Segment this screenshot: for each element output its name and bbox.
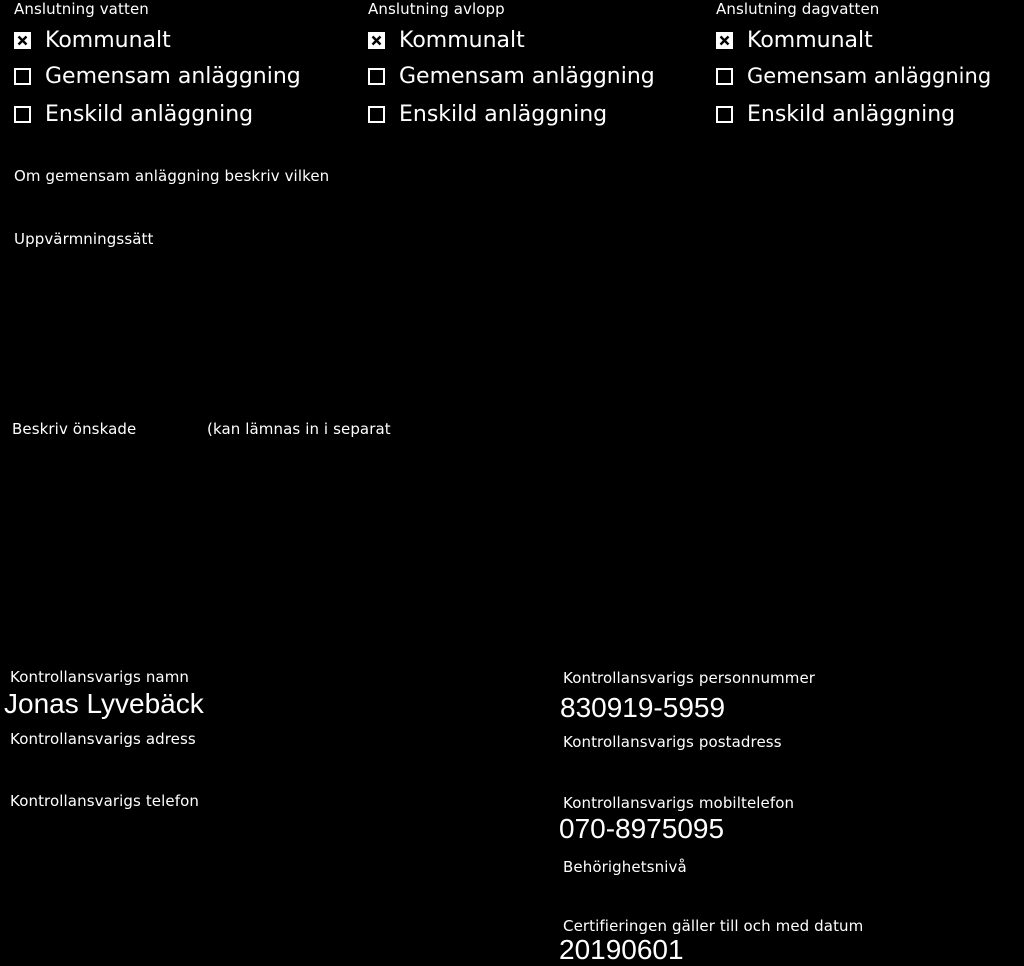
option-label: Enskild anläggning: [45, 102, 254, 127]
checkbox-checked-icon[interactable]: [716, 32, 733, 49]
inspector-pnr-value: 830919-5959: [560, 692, 726, 723]
connection-stormwater-title: Anslutning dagvatten: [716, 0, 880, 18]
option-label: Kommunalt: [399, 28, 525, 53]
describe-label: Beskriv önskade: [12, 420, 137, 438]
inspector-postal-label: Kontrollansvarigs postadress: [563, 733, 782, 751]
checkbox-empty-icon[interactable]: [716, 106, 733, 123]
stormwater-gemensam-option[interactable]: [716, 64, 991, 88]
stormwater-kommunalt-option[interactable]: [716, 28, 873, 53]
inspector-pnr-label: Kontrollansvarigs personnummer: [563, 669, 816, 687]
inspector-mobile-label: Kontrollansvarigs mobiltelefon: [563, 794, 795, 812]
certification-date-value: 20190601: [559, 934, 684, 965]
inspector-name-value: Jonas Lyvebäck: [4, 688, 204, 719]
checkbox-empty-icon[interactable]: [368, 106, 385, 123]
checkbox-checked-icon[interactable]: [368, 32, 385, 49]
inspector-name-label: Kontrollansvarigs namn: [10, 668, 190, 686]
option-label: Kommunalt: [45, 28, 171, 53]
water-enskild-option[interactable]: [14, 102, 253, 127]
sewage-enskild-option[interactable]: [368, 102, 607, 127]
inspector-address-label: Kontrollansvarigs adress: [10, 730, 196, 748]
inspector-mobile-value: 070-8975095: [559, 813, 725, 844]
sewage-kommunalt-option[interactable]: [368, 28, 525, 53]
water-gemensam-option[interactable]: [14, 64, 301, 89]
authorization-level-label: Behörighetsnivå: [563, 858, 687, 876]
connection-water-title: Anslutning vatten: [14, 0, 149, 18]
checkbox-empty-icon[interactable]: [716, 68, 733, 85]
describe-note: (kan lämnas in i separat: [207, 420, 391, 438]
option-label: Enskild anläggning: [399, 102, 608, 127]
checkbox-empty-icon[interactable]: [14, 68, 31, 85]
option-label: Gemensam anläggning: [399, 64, 655, 89]
certification-date-label: Certifieringen gäller till och med datum: [563, 917, 864, 935]
water-kommunalt-option[interactable]: [14, 28, 171, 53]
checkbox-empty-icon[interactable]: [368, 68, 385, 85]
option-label: Kommunalt: [747, 28, 873, 53]
checkbox-checked-icon[interactable]: [14, 32, 31, 49]
inspector-phone-label: Kontrollansvarigs telefon: [10, 792, 199, 810]
stormwater-enskild-option[interactable]: [716, 102, 955, 127]
option-label: Enskild anläggning: [747, 102, 956, 127]
checkbox-empty-icon[interactable]: [14, 106, 31, 123]
sewage-gemensam-option[interactable]: [368, 64, 655, 89]
heating-method-label: Uppvärmningssätt: [14, 230, 154, 248]
option-label: Gemensam anläggning: [45, 64, 301, 89]
option-label: Gemensam anläggning: [747, 64, 992, 88]
gemensam-description-label: Om gemensam anläggning beskriv vilken: [14, 167, 330, 185]
connection-sewage-title: Anslutning avlopp: [368, 0, 505, 18]
